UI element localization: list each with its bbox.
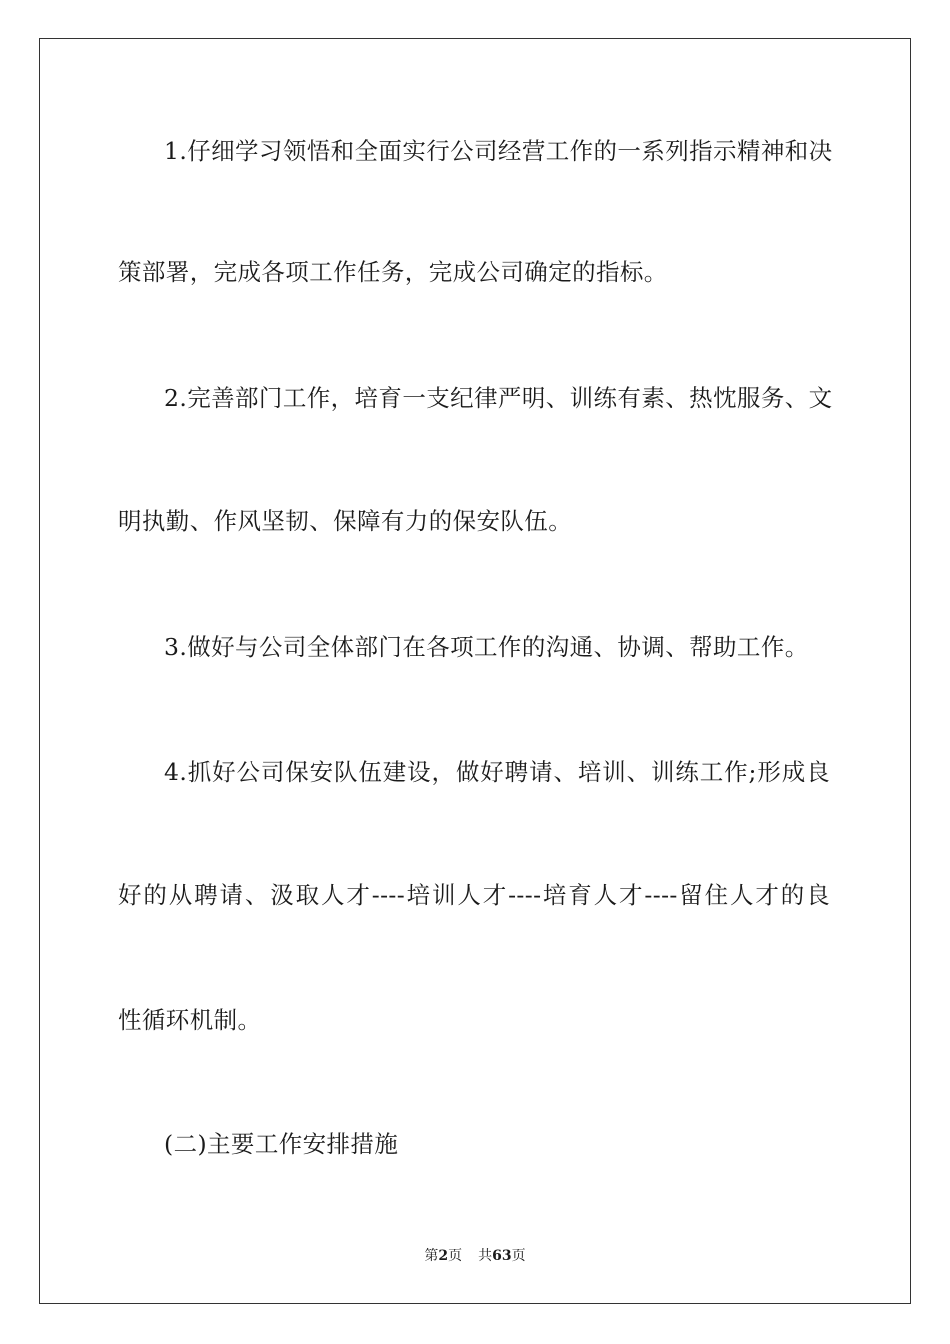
paragraph-4-line-2: 好的从聘请、汲取人才----培训人才----培育人才----留住人才的良 bbox=[118, 881, 830, 909]
page-number: 2 bbox=[438, 1248, 449, 1264]
page-suffix: 页 bbox=[448, 1248, 463, 1264]
total-pages: 63 bbox=[492, 1248, 512, 1264]
paragraph-3-line-1: 3.做好与公司全体部门在各项工作的沟通、协调、帮助工作。 bbox=[164, 633, 809, 661]
page-prefix: 第 bbox=[424, 1248, 439, 1264]
total-prefix: 共 bbox=[478, 1248, 493, 1264]
paragraph-1-line-2: 策部署，完成各项工作任务，完成公司确定的指标。 bbox=[118, 258, 668, 286]
page-footer bbox=[0, 1247, 950, 1265]
paragraph-2-line-2: 明执勤、作风坚韧、保障有力的保安队伍。 bbox=[118, 507, 573, 535]
paragraph-4-line-3: 性循环机制。 bbox=[118, 1006, 262, 1034]
total-suffix: 页 bbox=[511, 1248, 526, 1264]
paragraph-4-line-1: 4.抓好公司保安队伍建设，做好聘请、培训、训练工作;形成良 bbox=[164, 758, 830, 786]
page-frame bbox=[39, 38, 911, 1304]
paragraph-1-line-1: 1.仔细学习领悟和全面实行公司经营工作的一系列指示精神和决 bbox=[164, 137, 833, 165]
paragraph-2-line-1: 2.完善部门工作，培育一支纪律严明、训练有素、热忱服务、文 bbox=[164, 384, 833, 412]
section-heading: (二)主要工作安排措施 bbox=[164, 1130, 399, 1158]
